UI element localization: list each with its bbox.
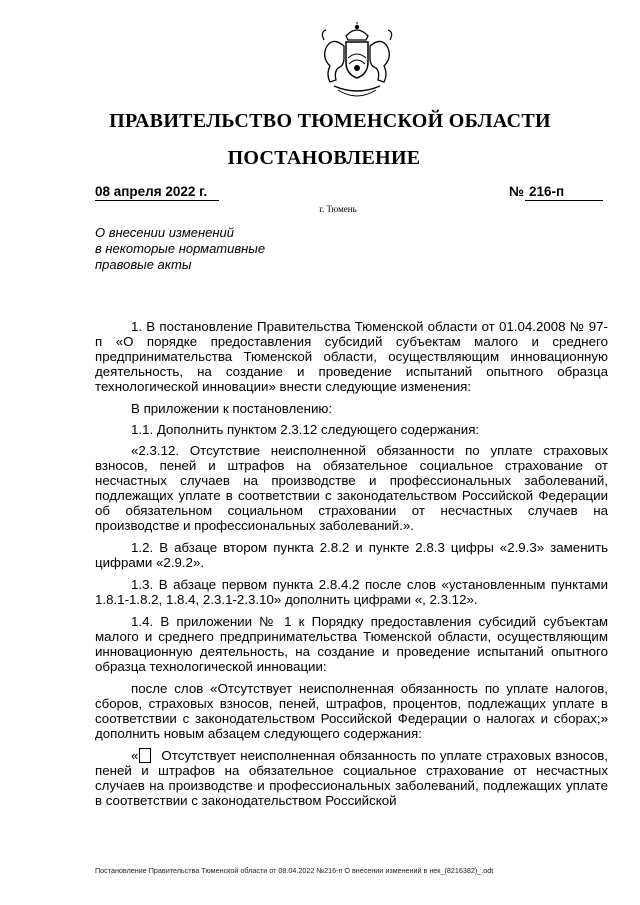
number-sign: № xyxy=(509,184,525,199)
tyumen-region-coat-of-arms-icon xyxy=(312,22,402,104)
government-title: ПРАВИТЕЛЬСТВО ТЮМЕНСКОЙ ОБЛАСТИ xyxy=(109,110,551,132)
placeholder-box xyxy=(139,748,151,763)
body-paragraph: после слов «Отсутствует неисполненная обязанность по уплате налогов, сборов, страховых взносов, пеней, штрафов, процентов, подлежащих уплате в соответствии с законодательством Российской Федерации о налогах и сборах;» дополнить новым абзацем следующего содержания: xyxy=(95,681,608,741)
subject-line: в некоторые нормативные xyxy=(95,241,266,256)
document-date: 08 апреля 2022 г. xyxy=(95,184,219,201)
document-number xyxy=(509,184,605,201)
open-quote: « xyxy=(131,748,139,763)
last-paragraph-text: Отсутствует неисполненная обязанность по уплате страховых взносов, пеней и штрафов на обязательное социальное страхование от несчастных случаев на производстве и профессиональных заболеваний, подлежащих уплате в соответствии с законодательством Российской xyxy=(95,748,608,808)
body-paragraph: 1.2. В абзаце втором пункта 2.8.2 и пункте 2.8.3 цифры «2.9.3» заменить цифрами «2.9.2». xyxy=(95,540,608,570)
subject-line: правовые акты xyxy=(95,257,192,272)
body-paragraph: 1.1. Дополнить пунктом 2.3.12 следующего содержания: xyxy=(131,422,480,437)
document-body xyxy=(95,319,608,815)
body-paragraph: 1. В постановление Правительства Тюменской области от 01.04.2008 № 97-п «О порядке предоставления субсидий субъектам малого и среднего предпринимательства Тюменской области, осуществляющим инновационную деятельность, на создание и проведение испытаний опытного образца технологической инновации» внести следующие изменения: xyxy=(95,319,608,394)
subject-line: О внесении изменений xyxy=(95,225,234,240)
number-value: 216-п xyxy=(525,184,603,201)
city-label: г. Тюмень xyxy=(319,204,357,214)
document-type: ПОСТАНОВЛЕНИЕ xyxy=(227,147,421,169)
body-paragraph: 1.4. В приложении № 1 к Порядку предоставления субсидий субъектам малого и среднего предпринимательства Тюменской области, осуществляющим инновационную деятельность, на создание и проведение испытаний опытного образца технологической инновации: xyxy=(95,614,608,674)
body-paragraph-last xyxy=(95,748,608,808)
body-paragraph: «2.3.12. Отсутствие неисполненной обязанности по уплате страховых взносов, пеней и штрафов на обязательное социальное страхование от несчастных случаев на производстве и профессиональных заболеваний, подлежащих уплате в соответствии с законодательством Российской Федерации об обязательном социальном страховании от несчастных случаев на производстве и профессиональных заболеваний.». xyxy=(95,443,608,533)
document-subject xyxy=(95,225,305,273)
body-paragraph: В приложении к постановлению: xyxy=(131,401,333,416)
footer-file-info: Постановление Правительства Тюменской области от 08.04.2022 №216-п О внесении изменений в нек_(8216382)_.odt xyxy=(95,866,494,875)
body-paragraph: 1.3. В абзаце первом пункта 2.8.4.2 после слов «установленным пунктами 1.8.1-1.8.2, 1.8.4, 2.3.1-2.3.10» дополнить цифрами «, 2.3.12». xyxy=(95,577,608,607)
